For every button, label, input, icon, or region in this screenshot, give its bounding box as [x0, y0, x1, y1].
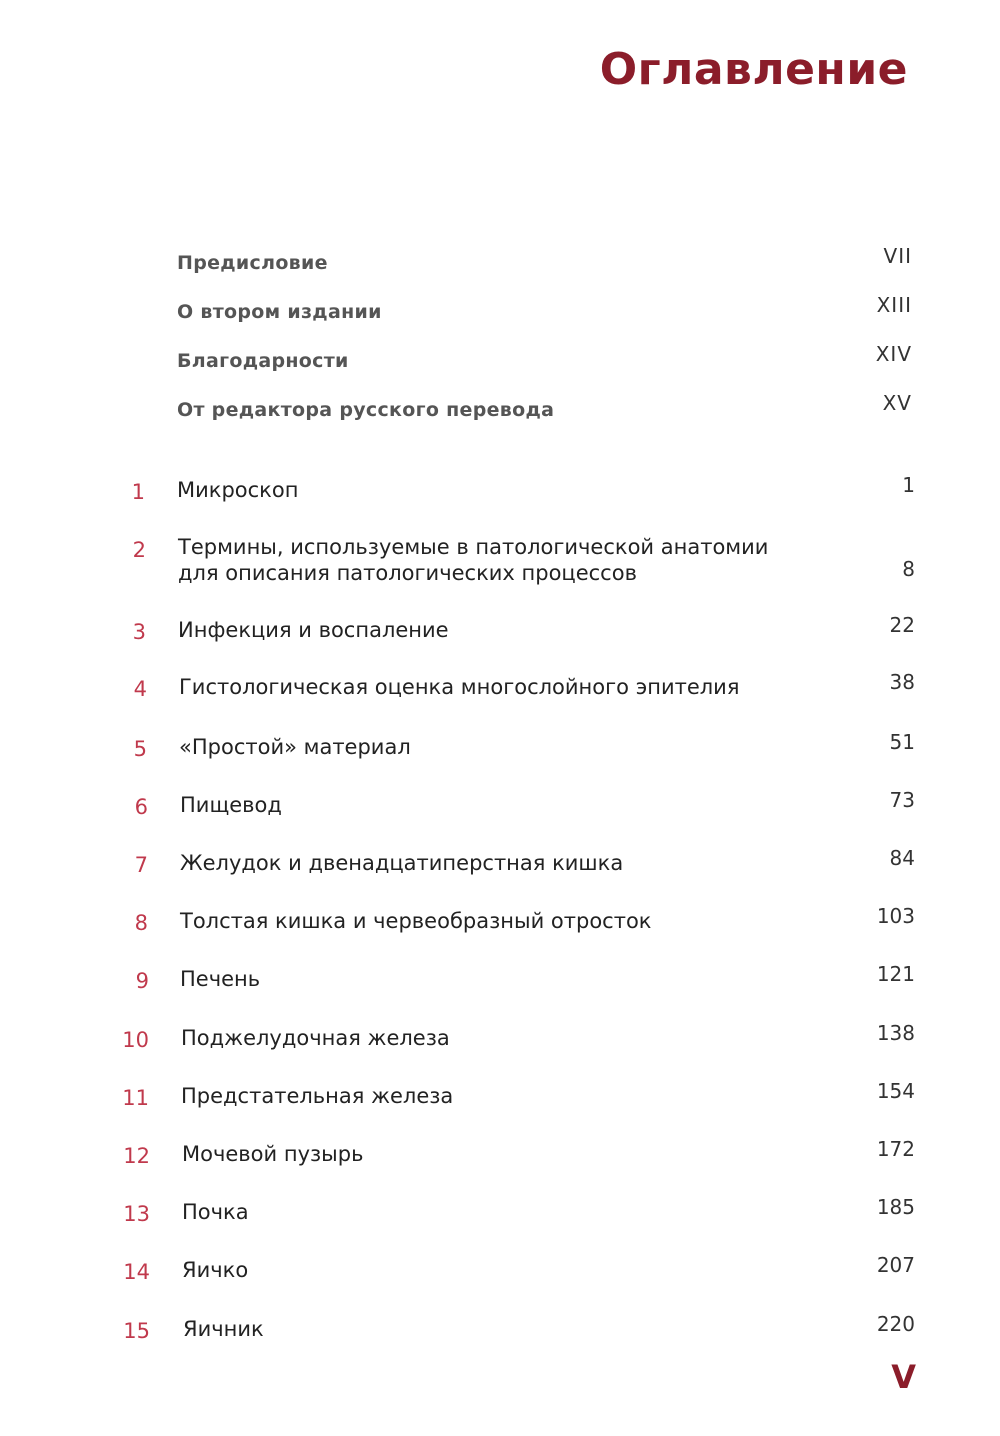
chapter-page: 220 [876, 1312, 915, 1336]
chapter-title: Пищевод [180, 793, 282, 817]
front-matter-label: Благодарности [177, 350, 349, 372]
chapter-title: Предстательная железа [181, 1084, 454, 1108]
front-matter-label: Предисловие [177, 252, 328, 274]
chapter-page: 84 [889, 846, 915, 870]
chapter-title: Гистологическая оценка многослойного эпителия [179, 675, 740, 699]
front-matter-page: VII [883, 244, 912, 268]
chapter-title: Инфекция и воспаление [178, 618, 449, 642]
chapter-entry [0, 1195, 1000, 1240]
chapter-page: 154 [876, 1079, 915, 1103]
chapter-number: 12 [123, 1144, 150, 1168]
chapter-number: 11 [122, 1086, 149, 1110]
chapter-number: 15 [123, 1319, 150, 1343]
front-matter-page: XIII [876, 293, 912, 317]
chapter-title: Яичник [183, 1317, 264, 1341]
chapter-page: 207 [876, 1253, 915, 1277]
front-matter-label: О втором издании [177, 301, 382, 323]
front-matter-entry [0, 244, 1000, 280]
front-matter-page: XV [882, 391, 912, 415]
chapter-entry [0, 1079, 1000, 1124]
front-matter-entry [0, 342, 1000, 378]
chapter-title: Толстая кишка и червеобразный отросток [180, 909, 652, 933]
chapter-title: Яичко [182, 1258, 249, 1282]
chapter-page: 138 [876, 1021, 915, 1045]
chapter-page: 22 [889, 613, 915, 637]
chapter-title: Печень [180, 967, 261, 991]
front-matter-entry [0, 391, 1000, 427]
chapter-page: 185 [876, 1195, 915, 1219]
chapter-number: 1 [131, 480, 145, 504]
front-matter-entry [0, 293, 1000, 329]
chapter-entry [0, 473, 1000, 518]
chapter-title: «Простой» материал [179, 735, 411, 759]
chapter-page: 73 [889, 788, 915, 812]
chapter-title-line: для описания патологических процессов [178, 561, 637, 585]
chapter-entry [0, 613, 1000, 658]
chapter-entry [0, 788, 1000, 833]
chapter-title-line: Термины, используемые в патологической анатомии [178, 535, 769, 559]
chapter-number: 14 [123, 1260, 150, 1284]
chapter-title: Почка [182, 1200, 249, 1224]
chapter-number: 5 [133, 737, 147, 761]
chapter-entry [0, 1312, 1000, 1357]
chapter-page: 103 [876, 904, 915, 928]
page-title: Оглавление [599, 44, 908, 95]
chapter-number: 7 [134, 853, 148, 877]
chapter-entry [0, 904, 1000, 949]
chapter-title [178, 534, 768, 586]
chapter-entry [0, 1137, 1000, 1182]
chapter-page: 172 [876, 1137, 915, 1161]
chapter-entry [0, 730, 1000, 775]
chapter-title: Микроскоп [177, 478, 299, 502]
chapter-page: 8 [902, 557, 915, 581]
chapter-entry [0, 962, 1000, 1007]
chapter-number: 6 [134, 795, 148, 819]
chapter-entry [0, 846, 1000, 891]
chapter-page: 1 [902, 473, 915, 497]
front-matter-page: XIV [875, 342, 912, 366]
chapter-entry [0, 1021, 1000, 1066]
chapter-entry [0, 1253, 1000, 1298]
chapter-entry [0, 534, 1000, 594]
chapter-number: 2 [132, 538, 146, 562]
chapter-number: 4 [133, 677, 147, 701]
chapter-number: 8 [134, 911, 148, 935]
chapter-page: 121 [876, 962, 915, 986]
front-matter-label: От редактора русского перевода [177, 399, 555, 421]
chapter-number: 10 [122, 1028, 149, 1052]
chapter-number: 13 [123, 1202, 150, 1226]
page-number: V [891, 1358, 916, 1396]
chapter-number: 3 [132, 620, 146, 644]
chapter-title: Поджелудочная железа [181, 1026, 450, 1050]
chapter-page: 51 [889, 730, 915, 754]
chapter-title: Желудок и двенадцатиперстная кишка [180, 851, 624, 875]
chapter-number: 9 [135, 969, 149, 993]
chapter-title: Мочевой пузырь [182, 1142, 364, 1166]
chapter-entry [0, 670, 1000, 715]
chapter-page: 38 [889, 670, 915, 694]
